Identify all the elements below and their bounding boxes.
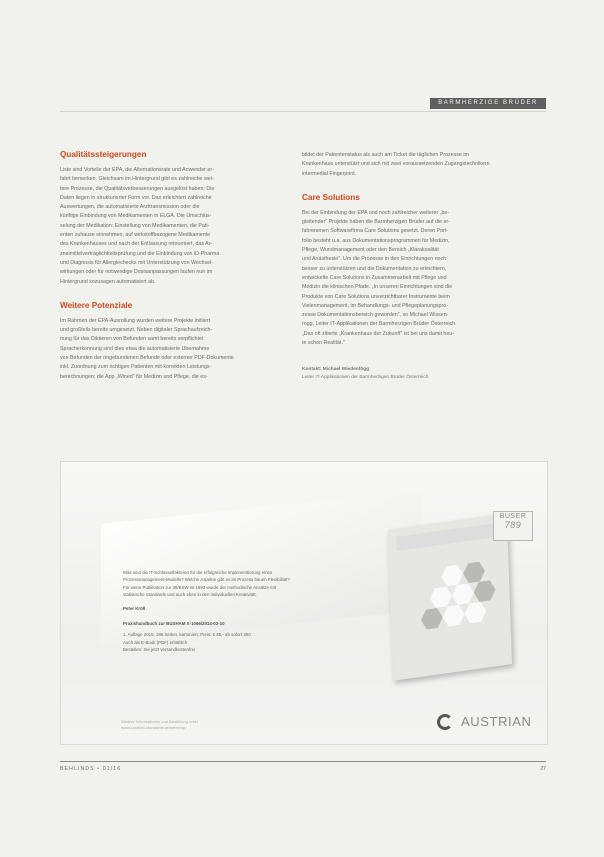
section-heading-potential: Weitere Potenziale	[60, 300, 133, 310]
footer-publication: BEHLINDS • 01/16	[60, 766, 122, 772]
badge-line-2: 789	[504, 520, 522, 530]
logo-text: AUSTRIAN	[461, 714, 532, 729]
continued-paragraph: bildet der Patientenstatus als auch am Ticket die täglichen Prozesse im Krankenhaus unterstützt und sich mit zwei voraussetzenden Zugangstechnikern intermedial Fingerprint.	[302, 152, 490, 177]
page-number: 27	[540, 766, 546, 772]
left-column	[60, 150, 283, 390]
ad-product-details: 1. Auflage 2015, 196 Seiten, kartoniert, Preis: € 45,- ab sofort 300 Auch als E-Book (PDF) erhältlich Bestellen: Sie jetzt versandkostenfrei	[123, 632, 251, 653]
contact-caption	[302, 366, 546, 382]
contact-name: Kontakt: Michael Wiedenfögg	[302, 367, 370, 373]
section-heading-care: Care Solutions	[302, 192, 360, 202]
brand-label: BARMHERZIGE BRÜDER	[430, 98, 546, 109]
ad-footer-text: Weitere Informationen und Bestellung unter www.austrian-standards.at/webshop	[121, 719, 199, 730]
section-body-potential: Im Rahmen der EPA-Ausrollung wurden weitere Projekte initiiert und großteils bereits umgesetzt. Neben digitaler Sprachaufzeich- nung für das Diktieren von Befunden samt bereits verpflichtet Spracherkennung sind dies etwa die automatisierte Ubernahme von Befunden der ringebundenen Befunde oder externer PDF-Dokumente inkl. Zuordnung zum richtigen Patienten mit korrekten Leistungs- berechnungen; die App „Wined" für Medizin und Pflege, die es-	[60, 317, 234, 380]
badge-line-1: BUSER	[499, 513, 527, 520]
header-divider	[60, 111, 546, 112]
logo-mark-icon	[437, 714, 453, 730]
section-body-quality: Liste sind Vorteile der EPA, die Alternationsrate und Anwender er- fahrt bemerken. Gleichsam im Hintergrund gibt es zahlreiche wei- tere Prozesse, die Qualitätsverbesserungen ausgelöst haben: Die Daten liegen in strukturierter Form vor. Das erleichtert zahlreiche Auswertungen, die automatisierte Arzttransmission oder die künftige Einbindung von Medikamenten in ELGA. Die Umschlüs- selung der Medikation: Einstellung von Medikamenten, die Pati- enten zuhause einnehmen, auf wirkstoffbezogene Medikamente des Krankenhauses und nach der Entlassung retourniert, das Ar- zneimittelverträglichkeitsprüfung und die Einbindung von iD-Pharma und Diagnosis für Allergiechecks mit Unterstützung von Wechsel- wirkungen oder für notwendige Dosisanpassungen laufen nun im Hintergrund sozusagen automatisiert ab.	[60, 167, 220, 285]
section-heading-quality: Qualitätssteigerungen	[60, 150, 147, 159]
right-column	[302, 151, 546, 382]
contact-role: Leiter IT-Applikationen der Barmherzigen Brüder Österreich	[302, 375, 429, 381]
ad-author: Peter Kröll	[123, 605, 146, 611]
ad-lead: Was sind die IT-Schlüsselfaktoren für die erfolgreiche Implementierung eines Prozessmanagement-Modells? Welche Aspekte gibt es im Prozess bauen Flexibilität? Für wenn Publikation zur 38/BSW ist 1993 wurde der methodische Ansätze mit statistische Standards und auch eben in den individuellen Kreativität.	[123, 570, 290, 598]
advertisement	[60, 461, 548, 745]
ad-product-title: Praxishandbuch zur BUSHAM X-1066/2014-02-10	[123, 621, 225, 627]
book-badge	[493, 511, 533, 541]
footer-divider	[60, 761, 546, 762]
ad-copy	[123, 569, 385, 658]
austrian-standards-logo	[437, 712, 537, 734]
section-body-care: Bei der Einbindung der EPA und noch zahlreicher weiterer „be- gleitender" Projekte haben die Barmherzigen Brüder auf die er- fahrenenen Softwarefirma Care Solutions gesetzt. Deren Port- folio besteht u.a. aus Dokumentationsprogrammen für Medizin, Pflege, Wundmanagement oder den Bereich „Klarakualität und Anästhesie". Um die Prozesse in den Einrichtungen noch besser zu unterstützen und die Dokumentation zu erleichtern, entwickelte Care Solutions in Zusammenarbeit mit Pflege und Medizin die klinischen Pfade. „In unseren Einrichtungen sind die Produkte von Care Solutions unverzichtbarer Instrumente beim Vielenmanagement, im Behandlungs- und Pflegeplanungspro- zesse Dokumentationsbereich geworden", so Michael Wissen- rogg, Leiter IT-Applikationen der Barmherzigen Brüder Österreich. „Das oft zitierte „Krankenhaus der Zukunft" ist bei uns damit heu- te schon Realität."	[302, 209, 457, 347]
